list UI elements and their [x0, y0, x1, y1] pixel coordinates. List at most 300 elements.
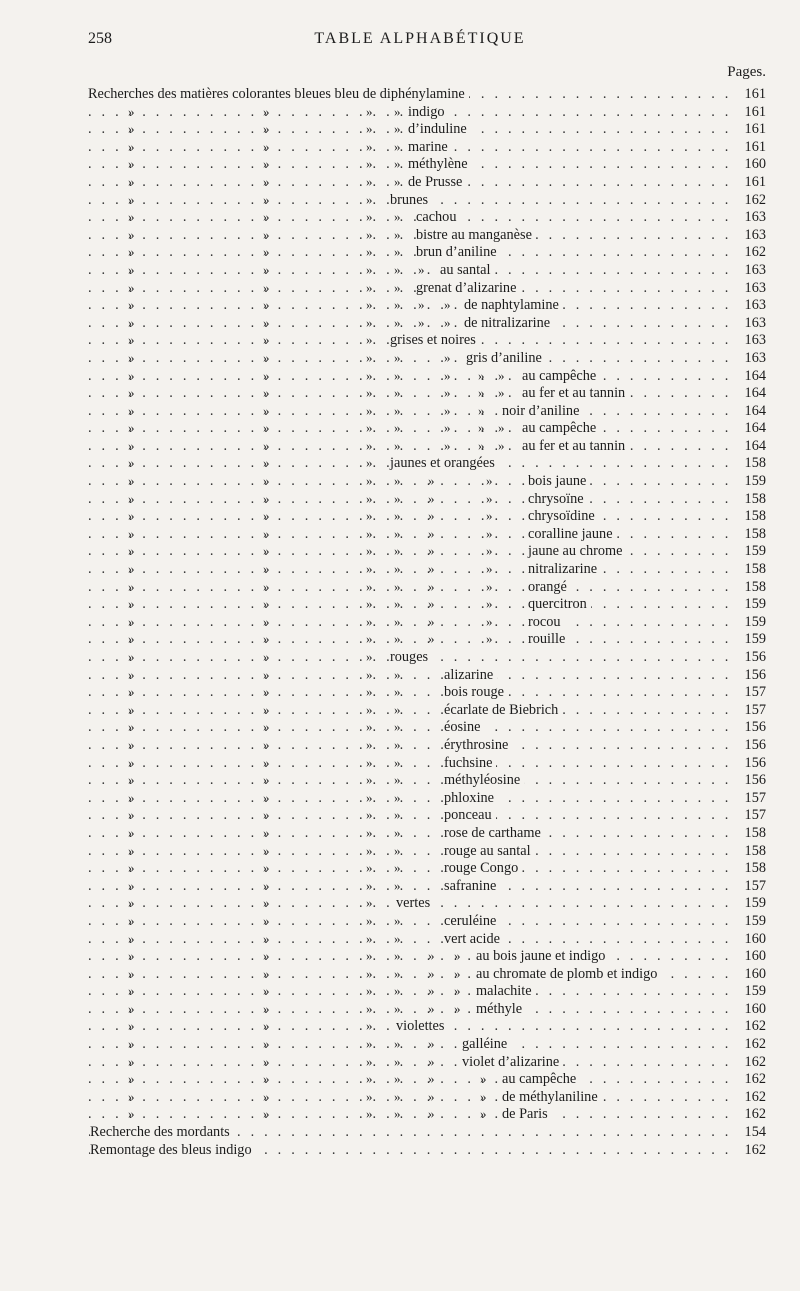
- ditto-mark: »: [128, 121, 135, 137]
- ditto-mark: »: [366, 349, 373, 365]
- ditto-mark: »: [263, 789, 270, 805]
- ditto-mark: »: [394, 244, 401, 260]
- ditto-mark: »: [366, 754, 373, 770]
- ditto-mark: »: [263, 877, 270, 893]
- ditto-mark: »: [128, 965, 135, 981]
- ditto-mark: »: [486, 508, 493, 524]
- ditto-mark: »: [394, 948, 401, 964]
- entry-page-number: 156: [728, 737, 766, 755]
- ditto-mark: »: [128, 209, 135, 225]
- ditto-mark: »: [444, 437, 451, 453]
- ditto-mark: »: [128, 191, 135, 207]
- entry-page-number: 163: [728, 332, 766, 350]
- ditto-mark: »: [128, 1018, 135, 1034]
- index-entry: [88, 209, 766, 227]
- ditto-mark: »: [428, 1088, 435, 1104]
- ditto-mark: »: [394, 561, 401, 577]
- ditto-mark: »: [366, 965, 373, 981]
- ditto-mark: »: [366, 613, 373, 629]
- ditto-mark: »: [428, 525, 435, 541]
- index-entry: [88, 983, 766, 1001]
- entry-label: brun d’aniline: [416, 244, 501, 262]
- entry-page-number: 164: [728, 368, 766, 386]
- index-entry: [88, 1124, 766, 1142]
- ditto-mark: »: [128, 138, 135, 154]
- ditto-mark: »: [394, 983, 401, 999]
- entry-page-number: 156: [728, 772, 766, 790]
- ditto-mark: »: [263, 297, 270, 313]
- entry-label: coralline jaune: [528, 526, 617, 544]
- ditto-mark: »: [486, 525, 493, 541]
- index-entry: [88, 403, 766, 421]
- ditto-mark: »: [263, 402, 270, 418]
- entry-page-number: 163: [728, 280, 766, 298]
- ditto-mark: »: [394, 138, 401, 154]
- entry-label: rouges: [390, 649, 432, 667]
- leader-dots: [88, 491, 728, 509]
- ditto-mark: »: [263, 490, 270, 506]
- entry-label: noir d’aniline: [502, 403, 583, 421]
- entry-page-number: 162: [728, 1142, 766, 1160]
- entry-label: bois jaune: [528, 473, 590, 491]
- index-entry: [88, 790, 766, 808]
- ditto-mark: »: [428, 965, 435, 981]
- entry-page-number: 158: [728, 455, 766, 473]
- ditto-mark: »: [428, 1071, 435, 1087]
- ditto-mark: »: [263, 455, 270, 471]
- ditto-mark: »: [128, 543, 135, 559]
- entry-label: malachite: [476, 983, 536, 1001]
- ditto-mark: »: [128, 455, 135, 471]
- entry-label: vertes: [396, 895, 434, 913]
- entry-page-number: 159: [728, 983, 766, 1001]
- ditto-mark: »: [428, 1106, 435, 1122]
- entry-page-number: 157: [728, 702, 766, 720]
- index-entry: [88, 1142, 766, 1160]
- entry-label: au bois jaune et indigo: [476, 948, 609, 966]
- index-entry: [88, 1001, 766, 1019]
- entry-page-number: 160: [728, 948, 766, 966]
- index-list: [88, 86, 766, 1159]
- entry-page-number: 162: [728, 1018, 766, 1036]
- index-entry: [88, 297, 766, 315]
- ditto-mark: »: [366, 191, 373, 207]
- ditto-mark: »: [428, 948, 435, 964]
- ditto-mark: »: [394, 1071, 401, 1087]
- ditto-mark: »: [263, 420, 270, 436]
- entry-label: de nitralizarine: [464, 315, 554, 333]
- ditto-mark: »: [394, 525, 401, 541]
- ditto-mark: »: [263, 684, 270, 700]
- ditto-mark: »: [394, 156, 401, 172]
- entry-page-number: 163: [728, 315, 766, 333]
- index-entry: [88, 315, 766, 333]
- ditto-mark: »: [263, 613, 270, 629]
- ditto-mark: »: [366, 1106, 373, 1122]
- leader-dots: [88, 1001, 728, 1019]
- leader-dots: [88, 1106, 728, 1124]
- ditto-mark: »: [394, 736, 401, 752]
- leader-dots: [88, 702, 728, 720]
- ditto-mark: »: [394, 772, 401, 788]
- leader-dots: [88, 543, 728, 561]
- ditto-mark: »: [486, 596, 493, 612]
- ditto-mark: »: [454, 983, 461, 999]
- ditto-mark: »: [444, 314, 451, 330]
- ditto-mark: »: [366, 649, 373, 664]
- entry-page-number: 158: [728, 843, 766, 861]
- ditto-mark: »: [394, 754, 401, 770]
- entry-label: indigo: [408, 104, 449, 122]
- ditto-mark: »: [394, 684, 401, 700]
- ditto-mark: »: [366, 279, 373, 295]
- entry-page-number: 163: [728, 297, 766, 315]
- ditto-mark: »: [444, 297, 451, 313]
- ditto-mark: »: [128, 332, 135, 348]
- ditto-mark: »: [263, 860, 270, 876]
- index-entry: [88, 719, 766, 737]
- entry-label: ponceau: [444, 807, 496, 825]
- index-entry: [88, 579, 766, 597]
- index-entry: [88, 895, 766, 913]
- entry-label: brunes: [390, 192, 432, 210]
- ditto-mark: »: [366, 261, 373, 277]
- ditto-mark: »: [394, 437, 401, 453]
- ditto-mark: »: [498, 420, 505, 436]
- ditto-mark: »: [428, 578, 435, 594]
- ditto-mark: »: [128, 772, 135, 788]
- ditto-mark: »: [366, 156, 373, 172]
- ditto-mark: »: [263, 314, 270, 330]
- ditto-mark: »: [263, 912, 270, 928]
- ditto-mark: »: [366, 807, 373, 823]
- ditto-mark: »: [486, 613, 493, 629]
- ditto-mark: »: [128, 719, 135, 735]
- ditto-mark: »: [128, 508, 135, 524]
- leader-dots: [88, 280, 728, 298]
- entry-page-number: 159: [728, 913, 766, 931]
- index-entry: [88, 385, 766, 403]
- entry-label: Recherche des mordants: [90, 1124, 234, 1142]
- ditto-mark: »: [366, 385, 373, 401]
- ditto-mark: »: [366, 473, 373, 489]
- index-entry: [88, 1054, 766, 1072]
- ditto-mark: »: [478, 420, 485, 436]
- index-entry: [88, 1071, 766, 1089]
- ditto-mark: »: [394, 103, 401, 119]
- entry-label: jaunes et orangées: [390, 455, 499, 473]
- ditto-mark: »: [394, 226, 401, 242]
- leader-dots: [88, 790, 728, 808]
- ditto-mark: »: [366, 930, 373, 946]
- ditto-mark: »: [498, 385, 505, 401]
- index-entry: [88, 438, 766, 456]
- entry-page-number: 161: [728, 139, 766, 157]
- ditto-mark: »: [128, 420, 135, 436]
- index-entry: [88, 174, 766, 192]
- index-entry: [88, 631, 766, 649]
- ditto-mark: »: [394, 385, 401, 401]
- ditto-mark: »: [478, 385, 485, 401]
- index-entry: [88, 526, 766, 544]
- ditto-mark: »: [366, 596, 373, 612]
- entry-page-number: 158: [728, 508, 766, 526]
- entry-label: Remontage des bleus indigo: [90, 1142, 256, 1160]
- entry-page-number: 156: [728, 719, 766, 737]
- ditto-mark: »: [263, 103, 270, 119]
- ditto-mark: »: [480, 1071, 487, 1087]
- entry-page-number: 161: [728, 174, 766, 192]
- ditto-mark: »: [418, 297, 425, 313]
- ditto-mark: »: [128, 1053, 135, 1069]
- entry-label: rouge Congo: [444, 860, 522, 878]
- ditto-mark: »: [263, 209, 270, 225]
- entry-label: au santal: [440, 262, 494, 280]
- entry-label: au fer et au tannin: [522, 385, 629, 403]
- ditto-mark: »: [366, 736, 373, 752]
- ditto-mark: »: [366, 1088, 373, 1104]
- entry-label: gris d’aniline: [466, 350, 546, 368]
- entry-label: méthylène: [408, 156, 472, 174]
- ditto-mark: »: [366, 437, 373, 453]
- ditto-mark: »: [128, 736, 135, 752]
- ditto-mark: »: [394, 490, 401, 506]
- entry-label: nitralizarine: [528, 561, 601, 579]
- entry-page-number: 164: [728, 438, 766, 456]
- ditto-mark: »: [263, 631, 270, 647]
- ditto-mark: »: [366, 789, 373, 805]
- ditto-mark: »: [263, 596, 270, 612]
- ditto-mark: »: [486, 473, 493, 489]
- ditto-mark: »: [444, 349, 451, 365]
- ditto-mark: »: [128, 173, 135, 189]
- ditto-mark: »: [394, 297, 401, 313]
- ditto-mark: »: [394, 508, 401, 524]
- ditto-mark: »: [480, 1106, 487, 1122]
- index-entry: [88, 948, 766, 966]
- entry-label: grises et noires: [390, 332, 480, 350]
- entry-page-number: 163: [728, 227, 766, 245]
- ditto-mark: »: [478, 437, 485, 453]
- entry-page-number: 159: [728, 473, 766, 491]
- ditto-mark: »: [128, 156, 135, 172]
- ditto-mark: »: [128, 631, 135, 647]
- entry-page-number: 160: [728, 1001, 766, 1019]
- ditto-mark: »: [263, 156, 270, 172]
- ditto-mark: »: [366, 719, 373, 735]
- ditto-mark: »: [366, 332, 373, 348]
- ditto-mark: »: [428, 631, 435, 647]
- ditto-mark: »: [366, 983, 373, 999]
- ditto-mark: »: [366, 121, 373, 137]
- leader-dots: [88, 420, 728, 438]
- ditto-mark: »: [263, 895, 270, 911]
- ditto-mark: »: [128, 437, 135, 453]
- entry-page-number: 162: [728, 1071, 766, 1089]
- ditto-mark: »: [418, 314, 425, 330]
- entry-page-number: 157: [728, 684, 766, 702]
- ditto-mark: »: [366, 455, 373, 471]
- leader-dots: [88, 579, 728, 597]
- entry-label: rose de carthame: [444, 825, 545, 843]
- ditto-mark: »: [366, 138, 373, 154]
- ditto-mark: »: [366, 226, 373, 242]
- entry-label: vert acide: [444, 931, 504, 949]
- ditto-mark: »: [394, 807, 401, 823]
- ditto-mark: »: [498, 437, 505, 453]
- ditto-mark: »: [366, 314, 373, 330]
- index-entry: [88, 737, 766, 755]
- ditto-mark: »: [394, 367, 401, 383]
- entry-page-number: 160: [728, 966, 766, 984]
- ditto-mark: »: [128, 666, 135, 682]
- ditto-mark: »: [263, 244, 270, 260]
- entry-label: Recherches des matières colorantes bleues bleu de diphénylamine: [88, 86, 469, 104]
- pages-column-label: Pages.: [727, 64, 766, 80]
- ditto-mark: »: [263, 385, 270, 401]
- ditto-mark: »: [366, 402, 373, 418]
- ditto-mark: »: [428, 543, 435, 559]
- ditto-mark: »: [428, 490, 435, 506]
- leader-dots: [88, 1071, 728, 1089]
- ditto-mark: »: [128, 860, 135, 876]
- ditto-mark: »: [128, 948, 135, 964]
- entry-page-number: 154: [728, 1124, 766, 1142]
- entry-page-number: 164: [728, 385, 766, 403]
- entry-label: de méthylaniline: [502, 1089, 602, 1107]
- ditto-mark: »: [444, 402, 451, 418]
- ditto-mark: »: [394, 279, 401, 295]
- ditto-mark: »: [128, 596, 135, 612]
- leader-dots: [88, 227, 728, 245]
- ditto-mark: »: [263, 367, 270, 383]
- ditto-mark: »: [128, 1036, 135, 1052]
- ditto-mark: »: [263, 543, 270, 559]
- ditto-mark: »: [128, 877, 135, 893]
- ditto-mark: »: [366, 420, 373, 436]
- ditto-mark: »: [486, 561, 493, 577]
- entry-page-number: 161: [728, 121, 766, 139]
- index-entry: [88, 649, 766, 667]
- leader-dots: [88, 596, 728, 614]
- ditto-mark: »: [128, 684, 135, 700]
- ditto-mark: »: [128, 226, 135, 242]
- ditto-mark: »: [454, 1000, 461, 1016]
- entry-page-number: 160: [728, 156, 766, 174]
- ditto-mark: »: [263, 807, 270, 823]
- entry-page-number: 158: [728, 825, 766, 843]
- entry-page-number: 159: [728, 614, 766, 632]
- index-entry: [88, 966, 766, 984]
- ditto-mark: »: [394, 912, 401, 928]
- ditto-mark: »: [394, 578, 401, 594]
- leader-dots: [88, 209, 728, 227]
- leader-dots: [88, 772, 728, 790]
- entry-label: éosine: [444, 719, 485, 737]
- ditto-mark: »: [478, 402, 485, 418]
- ditto-mark: »: [418, 261, 425, 277]
- ditto-mark: »: [394, 719, 401, 735]
- ditto-mark: »: [128, 244, 135, 260]
- ditto-mark: »: [454, 948, 461, 964]
- ditto-mark: »: [128, 402, 135, 418]
- ditto-mark: »: [394, 824, 401, 840]
- ditto-mark: »: [366, 173, 373, 189]
- entry-label: violettes: [396, 1018, 448, 1036]
- leader-dots: [88, 508, 728, 526]
- entry-label: violet d’alizarine: [462, 1054, 563, 1072]
- ditto-mark: »: [394, 842, 401, 858]
- ditto-mark: »: [128, 824, 135, 840]
- index-entry: [88, 807, 766, 825]
- ditto-mark: »: [394, 1000, 401, 1016]
- ditto-mark: »: [394, 631, 401, 647]
- ditto-mark: »: [366, 842, 373, 858]
- entry-label: jaune au chrome: [528, 543, 626, 561]
- ditto-mark: »: [263, 349, 270, 365]
- leader-dots: [88, 561, 728, 579]
- ditto-mark: »: [128, 754, 135, 770]
- leader-dots: [88, 860, 728, 878]
- ditto-mark: »: [394, 965, 401, 981]
- entry-label: de naphtylamine: [464, 297, 563, 315]
- ditto-mark: »: [128, 561, 135, 577]
- ditto-mark: »: [263, 649, 270, 664]
- ditto-mark: »: [366, 772, 373, 788]
- entry-label: méthyléosine: [444, 772, 524, 790]
- entry-page-number: 162: [728, 192, 766, 210]
- leader-dots: [88, 368, 728, 386]
- ditto-mark: »: [394, 121, 401, 137]
- ditto-mark: »: [394, 666, 401, 682]
- index-entry: [88, 262, 766, 280]
- ditto-mark: »: [366, 561, 373, 577]
- index-entry: [88, 702, 766, 720]
- ditto-mark: »: [128, 983, 135, 999]
- ditto-mark: »: [394, 613, 401, 629]
- ditto-mark: »: [263, 437, 270, 453]
- ditto-mark: »: [128, 314, 135, 330]
- leader-dots: [88, 737, 728, 755]
- ditto-mark: »: [128, 1106, 135, 1122]
- entry-page-number: 158: [728, 860, 766, 878]
- ditto-mark: »: [366, 824, 373, 840]
- ditto-mark: »: [263, 754, 270, 770]
- entry-page-number: 162: [728, 1089, 766, 1107]
- leader-dots: [88, 614, 728, 632]
- ditto-mark: »: [366, 948, 373, 964]
- ditto-mark: »: [263, 1071, 270, 1087]
- entry-page-number: 162: [728, 1036, 766, 1054]
- leader-dots: [88, 297, 728, 315]
- index-entry: [88, 156, 766, 174]
- leader-dots: [88, 244, 728, 262]
- ditto-mark: »: [128, 1088, 135, 1104]
- index-entry: [88, 878, 766, 896]
- ditto-mark: »: [128, 261, 135, 277]
- leader-dots: [88, 350, 728, 368]
- ditto-mark: »: [263, 173, 270, 189]
- index-entry: [88, 561, 766, 579]
- ditto-mark: »: [486, 490, 493, 506]
- ditto-mark: »: [366, 684, 373, 700]
- leader-dots: [88, 1054, 728, 1072]
- ditto-mark: »: [128, 490, 135, 506]
- ditto-mark: »: [128, 930, 135, 946]
- entry-label: bois rouge: [444, 684, 508, 702]
- index-entry: [88, 596, 766, 614]
- entry-label: au campêche: [522, 368, 600, 386]
